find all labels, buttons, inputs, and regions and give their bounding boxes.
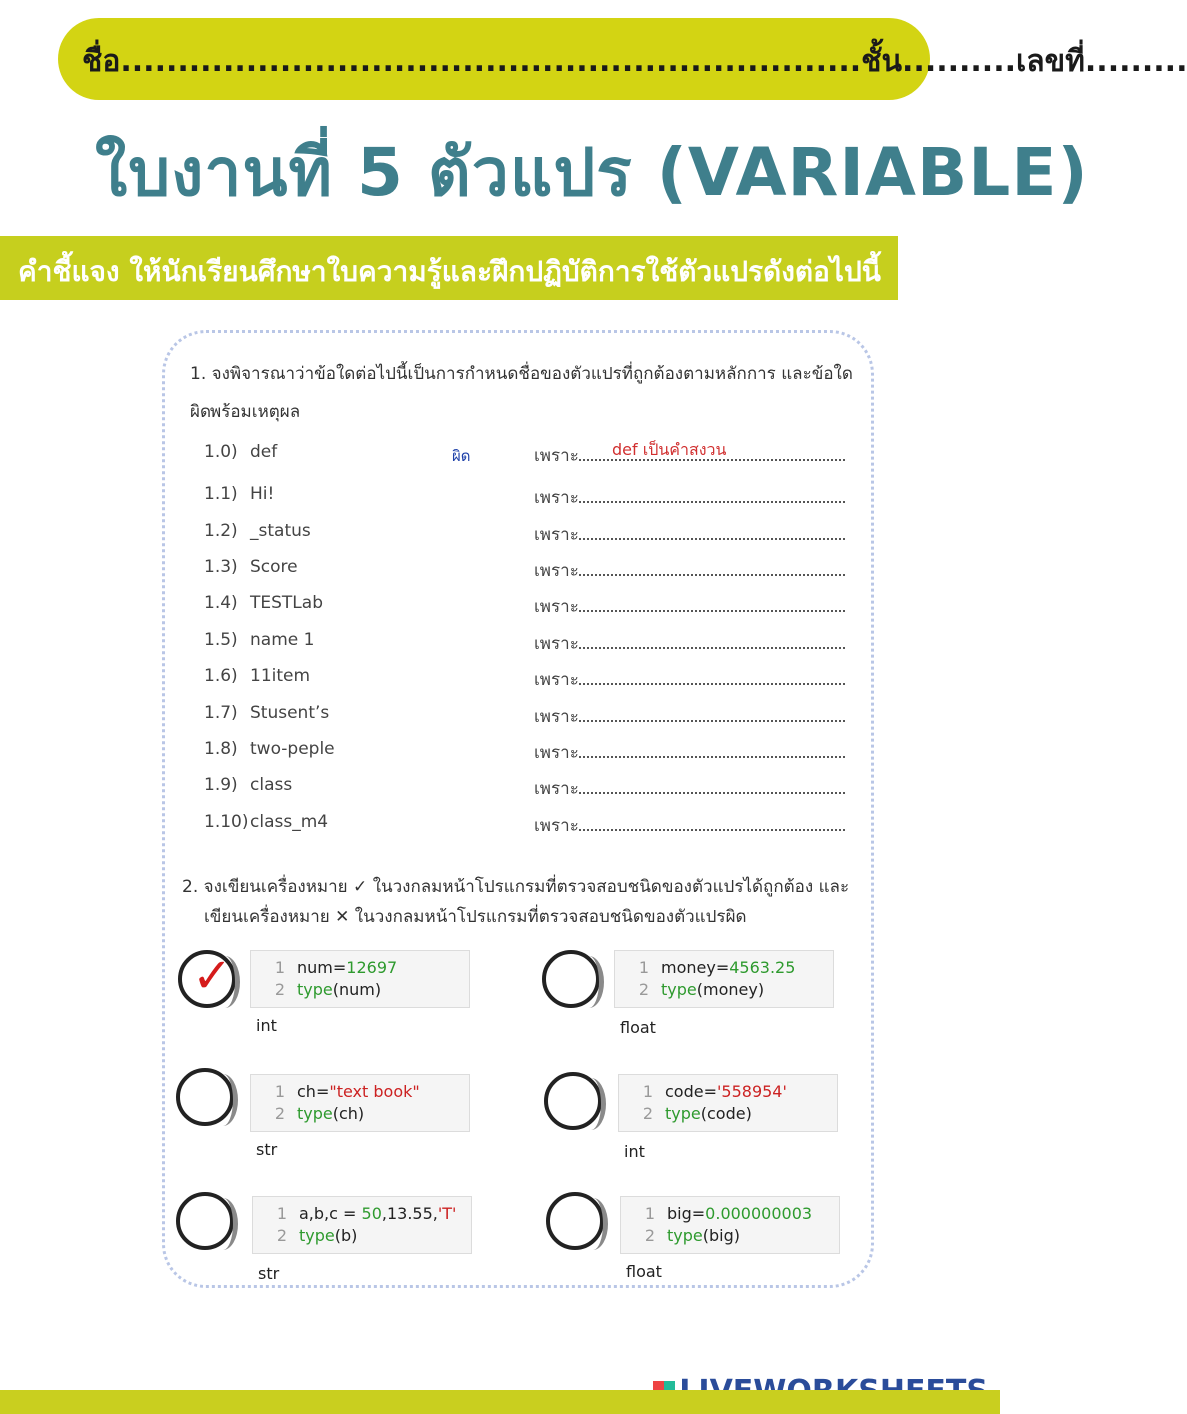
q1-item-number: 1.3) xyxy=(204,557,238,577)
program-output: int xyxy=(624,1142,645,1161)
checkmark-icon: ✓ xyxy=(192,948,233,1004)
code-line-2: 2 type(code) xyxy=(642,1104,752,1123)
answer-blank[interactable] xyxy=(579,778,845,794)
q1-item-row xyxy=(204,630,854,660)
because-label: เพราะ xyxy=(534,525,579,545)
q1-item-row xyxy=(204,484,854,514)
because-label: เพราะ xyxy=(534,779,579,799)
q1-item-number: 1.8) xyxy=(204,739,238,759)
q1-item-variable: 11item xyxy=(250,666,311,686)
footer-bar xyxy=(0,1390,1000,1414)
because-label: เพราะ xyxy=(534,597,579,617)
q1-item-row xyxy=(204,739,854,769)
q1-item-number: 1.1) xyxy=(204,484,238,504)
answer-circle[interactable] xyxy=(542,950,600,1008)
code-line-2: 2 type(ch) xyxy=(274,1104,365,1123)
q1-item-number: 1.5) xyxy=(204,630,238,650)
instruction-bar xyxy=(0,236,898,300)
code-line-2: 2 type(b) xyxy=(276,1226,358,1245)
code-block xyxy=(614,950,834,1008)
q1-item-variable: name 1 xyxy=(250,630,315,650)
question-2-line-1: 2. จงเขียนเครื่องหมาย ✓ ในวงกลมหน้าโปรแกรมที่ตรวจสอบชนิดของตัวแปรได้ถูกต้อง และ xyxy=(182,877,850,897)
because-label: เพราะ xyxy=(534,743,579,763)
q1-item-number: 1.9) xyxy=(204,775,238,795)
q1-item-row xyxy=(204,812,854,842)
q1-item-row xyxy=(204,703,854,733)
code-line-1: 1 ch="text book" xyxy=(274,1082,420,1101)
program-output: float xyxy=(626,1262,662,1281)
q1-item-variable: Hi! xyxy=(250,484,275,504)
q1-item-number: 1.0) xyxy=(204,442,238,462)
answer-reason-field[interactable]: def เป็นคำสงวน xyxy=(612,440,727,459)
q1-item-row xyxy=(204,666,854,696)
code-line-2: 2 type(money) xyxy=(638,980,765,999)
code-block xyxy=(250,950,470,1008)
code-block xyxy=(618,1074,838,1132)
q1-item-variable: TESTLab xyxy=(250,593,323,613)
code-line-1: 1 a,b,c = 50,13.55,'T' xyxy=(276,1204,457,1223)
q1-item-number: 1.7) xyxy=(204,703,238,723)
q1-item-because xyxy=(534,630,845,657)
answer-blank[interactable] xyxy=(579,633,845,649)
question-1-text-2: พร้อมเหตุผล xyxy=(210,402,301,422)
q1-item-variable: class xyxy=(250,775,293,795)
name-bar xyxy=(58,18,1187,100)
code-block xyxy=(620,1196,840,1254)
q1-item-because xyxy=(534,739,845,766)
question-2-text xyxy=(182,872,862,932)
because-label: เพราะ xyxy=(534,561,579,581)
program-output: int xyxy=(256,1016,277,1035)
page-title: ใบงานที่ 5 ตัวแปร (VARIABLE) xyxy=(95,134,1089,211)
because-label: เพราะ xyxy=(534,670,579,690)
q1-item-variable: class_m4 xyxy=(250,812,329,832)
code-line-1: 1 num=12697 xyxy=(274,958,398,977)
code-line-1: 1 money=4563.25 xyxy=(638,958,796,977)
q1-item-row xyxy=(204,557,854,587)
answer-blank[interactable] xyxy=(579,524,845,540)
answer-blank[interactable] xyxy=(579,742,845,758)
answer-circle[interactable] xyxy=(176,1192,234,1250)
code-block xyxy=(252,1196,472,1254)
q1-item-because xyxy=(534,703,845,730)
because-label: เพราะ xyxy=(534,816,579,836)
answer-blank[interactable] xyxy=(579,596,845,612)
q1-item-variable: _status xyxy=(250,521,311,541)
program-output: float xyxy=(620,1018,656,1037)
code-block xyxy=(250,1074,470,1132)
name-line: ชื่อ.................................................................ชั้น..........เลขที่......... xyxy=(82,44,1187,79)
q1-item-number: 1.10) xyxy=(204,812,249,832)
answer-blank[interactable] xyxy=(579,669,845,685)
q1-item-row xyxy=(204,593,854,623)
question-1-text: 1. จงพิจารณาว่าข้อใดต่อไปนี้เป็นการกำหนดชื่อของตัวแปรที่ถูกต้องตามหลักการ และข้อใดผิด xyxy=(190,364,853,422)
question-2-line-2: เขียนเครื่องหมาย ✕ ในวงกลมหน้าโปรแกรมที่ตรวจสอบชนิดของตัวแปรผิด xyxy=(204,907,747,927)
because-label: เพราะ xyxy=(534,707,579,727)
answer-circle[interactable] xyxy=(178,950,236,1008)
q1-item-variable: Stusent’s xyxy=(250,703,330,723)
answer-blank[interactable] xyxy=(579,560,845,576)
answer-status-field[interactable]: ผิด xyxy=(452,447,471,465)
q1-item-because xyxy=(534,593,845,620)
q1-item-number: 1.6) xyxy=(204,666,238,686)
code-line-1: 1 code='558954' xyxy=(642,1082,787,1101)
q1-item-row xyxy=(204,775,854,805)
q1-item-because xyxy=(534,666,845,693)
answer-circle[interactable] xyxy=(546,1192,604,1250)
answer-circle[interactable] xyxy=(176,1068,234,1126)
answer-circle[interactable] xyxy=(544,1072,602,1130)
answer-blank[interactable] xyxy=(579,706,845,722)
program-output: str xyxy=(258,1264,280,1283)
q1-item-because xyxy=(534,484,845,511)
q1-item-row xyxy=(204,521,854,551)
instruction-text: คำชี้แจง ให้นักเรียนศึกษาใบความรู้และฝึกปฏิบัติการใช้ตัวแปรดังต่อไปนี้ xyxy=(18,255,881,288)
because-label: เพราะ xyxy=(534,446,579,466)
q1-item-variable: def xyxy=(250,442,278,462)
because-label: เพราะ xyxy=(534,634,579,654)
code-line-2: 2 type(big) xyxy=(644,1226,740,1245)
because-label: เพราะ xyxy=(534,488,579,508)
q1-item-variable: Score xyxy=(250,557,298,577)
code-line-2: 2 type(num) xyxy=(274,980,382,999)
q1-item-because xyxy=(534,557,845,584)
q1-item-because xyxy=(534,775,845,802)
code-line-1: 1 big=0.000000003 xyxy=(644,1204,813,1223)
program-output: str xyxy=(256,1140,278,1159)
answer-blank[interactable] xyxy=(579,815,845,831)
q1-item-number: 1.4) xyxy=(204,593,238,613)
q1-item-because xyxy=(534,812,845,839)
q1-item-because xyxy=(534,521,845,548)
q1-item-variable: two-peple xyxy=(250,739,335,759)
q1-item-row xyxy=(204,442,854,472)
q1-item-number: 1.2) xyxy=(204,521,238,541)
answer-blank[interactable] xyxy=(579,487,845,503)
